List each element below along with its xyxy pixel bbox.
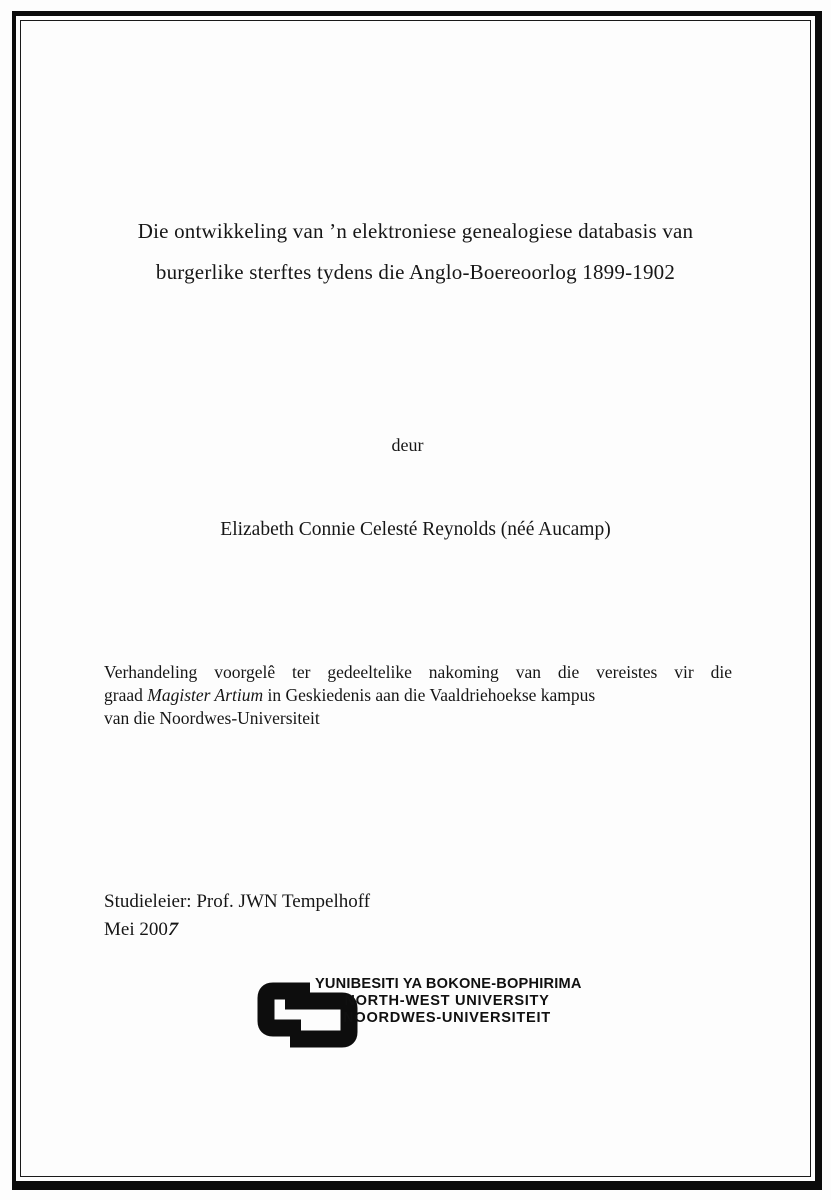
degree-statement	[104, 661, 732, 729]
date-prefix: Mei 200	[104, 918, 168, 940]
supervisor-block	[104, 888, 370, 943]
thesis-title-line1: Die ontwikkeling van ’n elektroniese genealogiese databasis van	[137, 219, 694, 243]
thesis-title	[40, 211, 791, 293]
degree-statement-line2-pre: graad	[104, 684, 143, 705]
supervisor-line: Studieleier: Prof. JWN Tempelhoff	[104, 891, 371, 912]
degree-statement-line2	[104, 684, 732, 707]
author-name: Elizabeth Connie Celesté Reynolds (néé Aucamp)	[220, 519, 611, 540]
university-logo	[257, 969, 597, 1055]
logo-text-afrikaans: NOORDWES-UNIVERSITEIT	[343, 1010, 551, 1027]
date-digit-seven: 7	[165, 918, 181, 940]
logo-text-english: NORTH-WEST UNIVERSITY	[344, 993, 550, 1010]
degree-name-italic: Magister Artium	[147, 684, 264, 705]
byline-deur: deur	[391, 435, 424, 455]
logo-text-setswana: YUNIBESITI YA BOKONE-BOPHIRIMA	[315, 976, 582, 992]
thesis-title-line2: burgerlike sterftes tydens die Anglo-Boereoorlog 1899-1902	[155, 260, 676, 284]
degree-statement-line2-post: in Geskiedenis aan die Vaaldriehoekse kampus	[267, 684, 596, 705]
degree-statement-line1: Verhandeling voorgelê ter gedeeltelike nakoming van die vereistes vir die	[104, 662, 732, 682]
university-logo-text	[315, 976, 582, 1028]
degree-statement-line3: van die Noordwes-Universiteit	[104, 707, 320, 728]
date-line	[104, 916, 370, 944]
